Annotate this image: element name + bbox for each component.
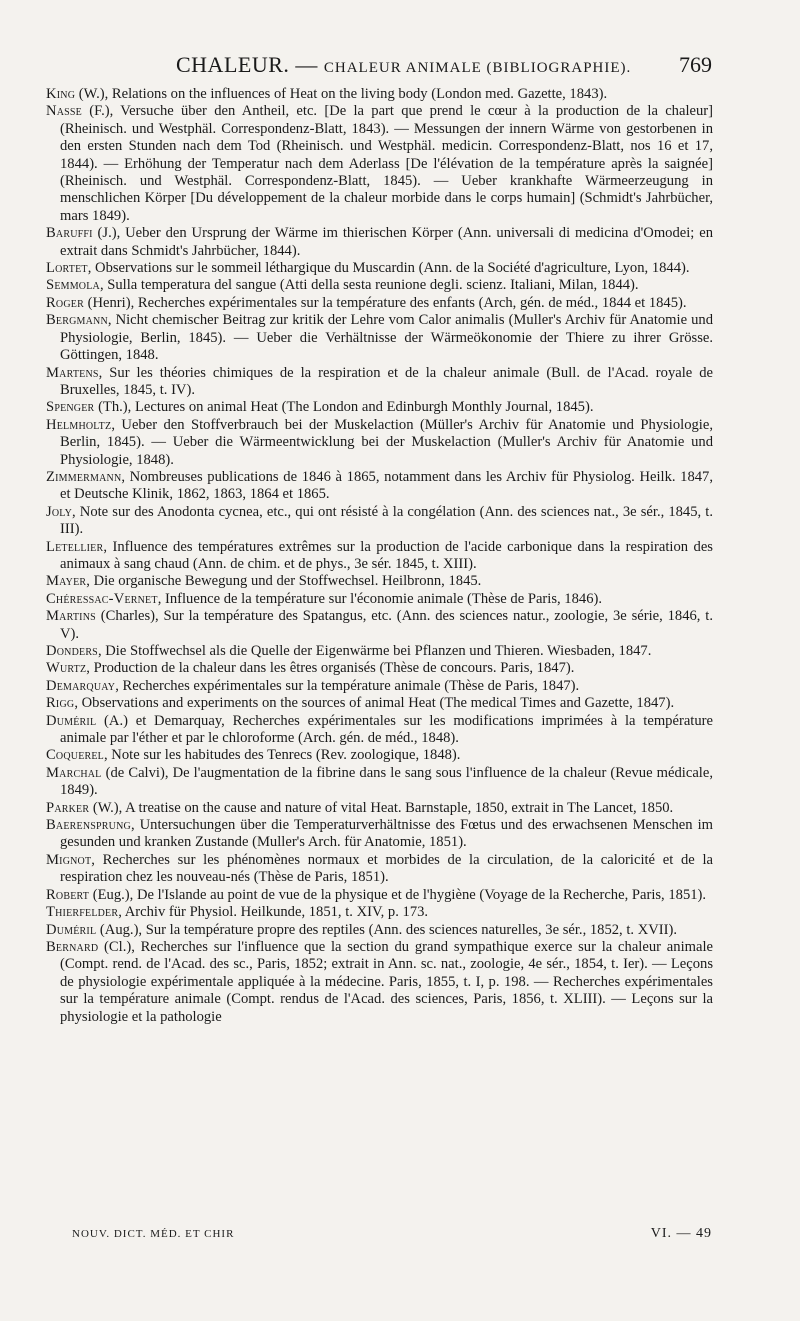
entry-author: Duméril (46, 921, 97, 938)
entry-author: Baruffi (46, 225, 93, 242)
bibliography-entry (46, 312, 713, 364)
entry-text: (A.) et Demarquay, Recherches expérimentales sur les modifications imprimées à la température animale par l'éther et par le chloroforme (Arch. gén. de méd., 1848). (60, 712, 713, 747)
bibliography-entry (46, 713, 713, 748)
bibliography-entry (46, 904, 713, 921)
title-dash: — (295, 52, 318, 77)
entry-text: , Influence de la température sur l'économie animale (Thèse de Paris, 1846). (157, 590, 603, 607)
entry-author: King (46, 86, 76, 102)
entry-author: Mignot (46, 851, 92, 868)
entry-text: , Note sur des Anodonta cycnea, etc., qui ont résisté à la congélation (Ann. des sciences nat., 3e sér., 1845, t. III). (60, 503, 713, 538)
entry-text: (W.), A treatise on the cause and nature of vital Heat. Barnstaple, 1850, extrait in The Lancet, 1850. (89, 799, 674, 816)
entry-text: , Sulla temperatura del sangue (Atti della sesta reunione degli. scienz. Italiani, Milan, 1844). (99, 277, 639, 294)
entry-text: (F.), Versuche über den Antheil, etc. [De la part que prend le cœur à la production de la chaleur] (Rheinisch. und Westphäl. Correspondenz-Blatt, 1843). — Messungen der innern Wärme von gestorbenen in den ersten Stunden nach dem Tod (Rheinisch. und Westphäl. medicin. Correspondenz-Blatt, nos 16 et 17, 1844). — Erhöhung der Temperatur nach dem Aderlass [De l'élévation de la température après la saignée] (Rheinisch. und Westphäl. Correspondenz-Blatt, 1845). — Ueber krankhafte Wärmeerzeugung in menschlichen Körper [Du développement de la chaleur morbide dans le corps humain] (Schmidt's Jahrbücher, mars 1849). (60, 103, 713, 224)
entry-text: , Sur les théories chimiques de la respiration et de la chaleur animale (Bull. de l'Acad. royale de Bruxelles, 1845, t. IV). (60, 364, 713, 398)
entry-author: Zimmermann (46, 468, 122, 485)
footer-signature: NOUV. DICT. MÉD. ET CHIR (72, 1228, 235, 1240)
bibliography-entry (46, 800, 713, 817)
bibliography-entry (46, 469, 713, 504)
entry-author: Nasse (46, 103, 82, 120)
entry-text: , Recherches sur les phénomènes normaux et morbides de la circulation, de la caloricité et de la respiration chez les nouveau-nés (Thèse de Paris, 1851). (60, 851, 713, 886)
entry-text: , Die Stoffwechsel als die Quelle der Eigenwärme bei Pflanzen und Thieren. Wiesbaden, 1847. (97, 643, 652, 659)
entry-text: , Untersuchungen über die Temperaturverhältnisse des Fœtus und des erwachsenen Menschen im gesunden und kranken Zustande (Muller's Arch. für Anatomie, 1851). (60, 817, 713, 851)
entry-text: , Observations sur le sommeil léthargique du Muscardin (Ann. de la Société d'agriculture, Lyon, 1844). (87, 260, 690, 277)
bibliography-entry (46, 695, 713, 712)
entry-author: Roger (46, 294, 84, 311)
bibliography-entry (46, 660, 713, 677)
title-subtitle: CHALEUR ANIMALE (BIBLIOGRAPHIE). (323, 60, 632, 76)
entry-author: Donders (46, 643, 98, 659)
bibliography-entry (46, 939, 713, 1026)
entry-text: (Eug.), De l'Islande au point de vue de la physique et de l'hygiène (Voyage de la Recherche, Paris, 1851). (89, 886, 707, 903)
entry-author: Bernard (46, 938, 99, 955)
entry-author: Joly (46, 503, 73, 520)
bibliography-entry (46, 103, 713, 225)
bibliography-entry (46, 765, 713, 800)
entry-text: (J.), Ueber den Ursprung der Wärme im thierischen Körper (Ann. universali di medicina d'Omodei; en extrait dans Schmidt's Jahrbücher, 1844). (60, 225, 713, 259)
entry-author: Chéressac-Vernet (46, 590, 158, 607)
bibliography-entry (46, 922, 713, 939)
entry-text: , Note sur les habitudes des Tenrecs (Rev. zoologique, 1848). (104, 747, 461, 764)
entry-author: Martens (46, 364, 99, 381)
entry-author: Letellier (46, 538, 104, 555)
entry-author: Duméril (46, 712, 97, 729)
entry-text: , Archiv für Physiol. Heilkunde, 1851, t. XIV, p. 173. (118, 904, 429, 921)
page-footer (72, 1228, 712, 1248)
entry-author: Thierfelder (46, 904, 119, 921)
entry-author: Baerensprung (46, 817, 131, 834)
bibliography-entry (46, 678, 713, 695)
entry-author: Coquerel (46, 747, 104, 764)
entry-author: Spenger (46, 399, 95, 416)
bibliography-entry (46, 643, 713, 660)
bibliography-entry (46, 591, 713, 608)
entry-text: (Cl.), Recherches sur l'influence que la section du grand sympathique exerce sur la chaleur animale (Compt. rend. de l'Acad. des sc., Paris, 1852; extrait in Ann. sc. nat., zoologie, 4e sér., 1854, t. Ier). — Leçons de physiologie expérimentale appliquée à la médecine. Paris, 1855, t. I, p. 198. — Recherches expérimentales sur la température animale (Compt. rendus de l'Acad. des sciences, Paris, 1856, t. XLIII). — Leçons sur la physiologie et la pathologie (60, 938, 713, 1025)
entry-author: Parker (46, 799, 90, 816)
entry-text: (de Calvi), De l'augmentation de la fibrine dans le sang sous l'influence de la chaleur (Revue médicale, 1849). (60, 764, 713, 799)
entry-text: , Observations and experiments on the sources of animal Heat (The medical Times and Gazette, 1847). (74, 695, 675, 712)
entry-author: Wurtz (46, 660, 87, 677)
entry-text: , Nombreuses publications de 1846 à 1865, notamment dans les Archiv für Physiolog. Heilk. 1847, et Deutsche Klinik, 1862, 1863, 1864 et 1865. (60, 468, 713, 503)
entry-author: Bergmann (46, 312, 108, 329)
bibliography-list (46, 86, 713, 1026)
bibliography-entry (46, 277, 713, 294)
entry-author: Mayer (46, 573, 87, 590)
bibliography-entry (46, 295, 713, 312)
bibliography-entry (46, 608, 713, 643)
title-main: CHALEUR. (176, 52, 290, 77)
entry-text: , Nicht chemischer Beitrag zur kritik der Lehre vom Calor animalis (Muller's Archiv für Anatomie und Physiologie, Berlin, 1845). — Ueber die Verhältnisse der Wärmeökonomie der Thiere zu ihrer Grösse. Göttingen, 1848. (60, 312, 713, 364)
entry-text: , Die organische Bewegung und der Stoffwechsel. Heilbronn, 1845. (86, 573, 482, 590)
bibliography-entry (46, 365, 713, 400)
entry-author: Rigg (46, 695, 75, 712)
entry-author: Semmola (46, 277, 100, 294)
entry-author: Robert (46, 886, 90, 903)
bibliography-entry (46, 86, 713, 103)
bibliography-entry (46, 260, 713, 277)
entry-text: (W.), Relations on the influences of Heat on the living body (London med. Gazette, 1843). (75, 86, 608, 102)
entry-text: , Production de la chaleur dans les êtres organisés (Thèse de concours. Paris, 1847). (86, 660, 575, 677)
entry-author: Marchal (46, 764, 102, 781)
bibliography-entry (46, 504, 713, 539)
bibliography-entry (46, 747, 713, 764)
entry-text: , Ueber den Stoffverbrauch bei der Muskelaction (Müller's Archiv für Anatomie und Physiologie, Berlin, 1845). — Ueber die Wärmeentwicklung bei der Muskelaction (Muller's Archiv für Anatomie und Physiologie, 1848). (60, 416, 713, 468)
bibliography-entry (46, 573, 713, 590)
entry-text: , Influence des températures extrêmes sur la production de l'acide carbonique dans la respiration des animaux à sang chaud (Ann. de chim. et de phys., 3e sér. 1845, t. XIII). (60, 538, 713, 572)
footer-volume: VI. — 49 (650, 1226, 712, 1241)
bibliography-entry (46, 887, 713, 904)
bibliography-entry (46, 399, 713, 416)
entry-text: (Aug.), Sur la température propre des reptiles (Ann. des sciences naturelles, 3e sér., 1852, t. XVII). (96, 921, 678, 938)
page-number: 769 (679, 52, 712, 77)
bibliography-entry (46, 417, 713, 469)
page-title (176, 52, 631, 78)
entry-text: (Th.), Lectures on animal Heat (The London and Edinburgh Monthly Journal, 1845). (94, 399, 594, 416)
entry-author: Demarquay (46, 677, 116, 694)
entry-text: (Charles), Sur la température des Spatangus, etc. (Ann. des sciences natur., zoologie, 3e série, 1846, t. V). (60, 608, 713, 642)
bibliography-entry (46, 852, 713, 887)
entry-author: Helmholtz (46, 416, 112, 433)
running-head (46, 52, 712, 82)
entry-text: , Recherches expérimentales sur la température animale (Thèse de Paris, 1847). (115, 677, 580, 694)
entry-author: Lortet (46, 260, 88, 277)
entry-author: Martins (46, 608, 96, 625)
bibliography-entry (46, 539, 713, 574)
bibliography-entry (46, 225, 713, 260)
entry-text: (Henri), Recherches expérimentales sur la température des enfants (Arch, gén. de méd., 1844 et 1845). (83, 294, 687, 311)
bibliography-entry (46, 817, 713, 852)
